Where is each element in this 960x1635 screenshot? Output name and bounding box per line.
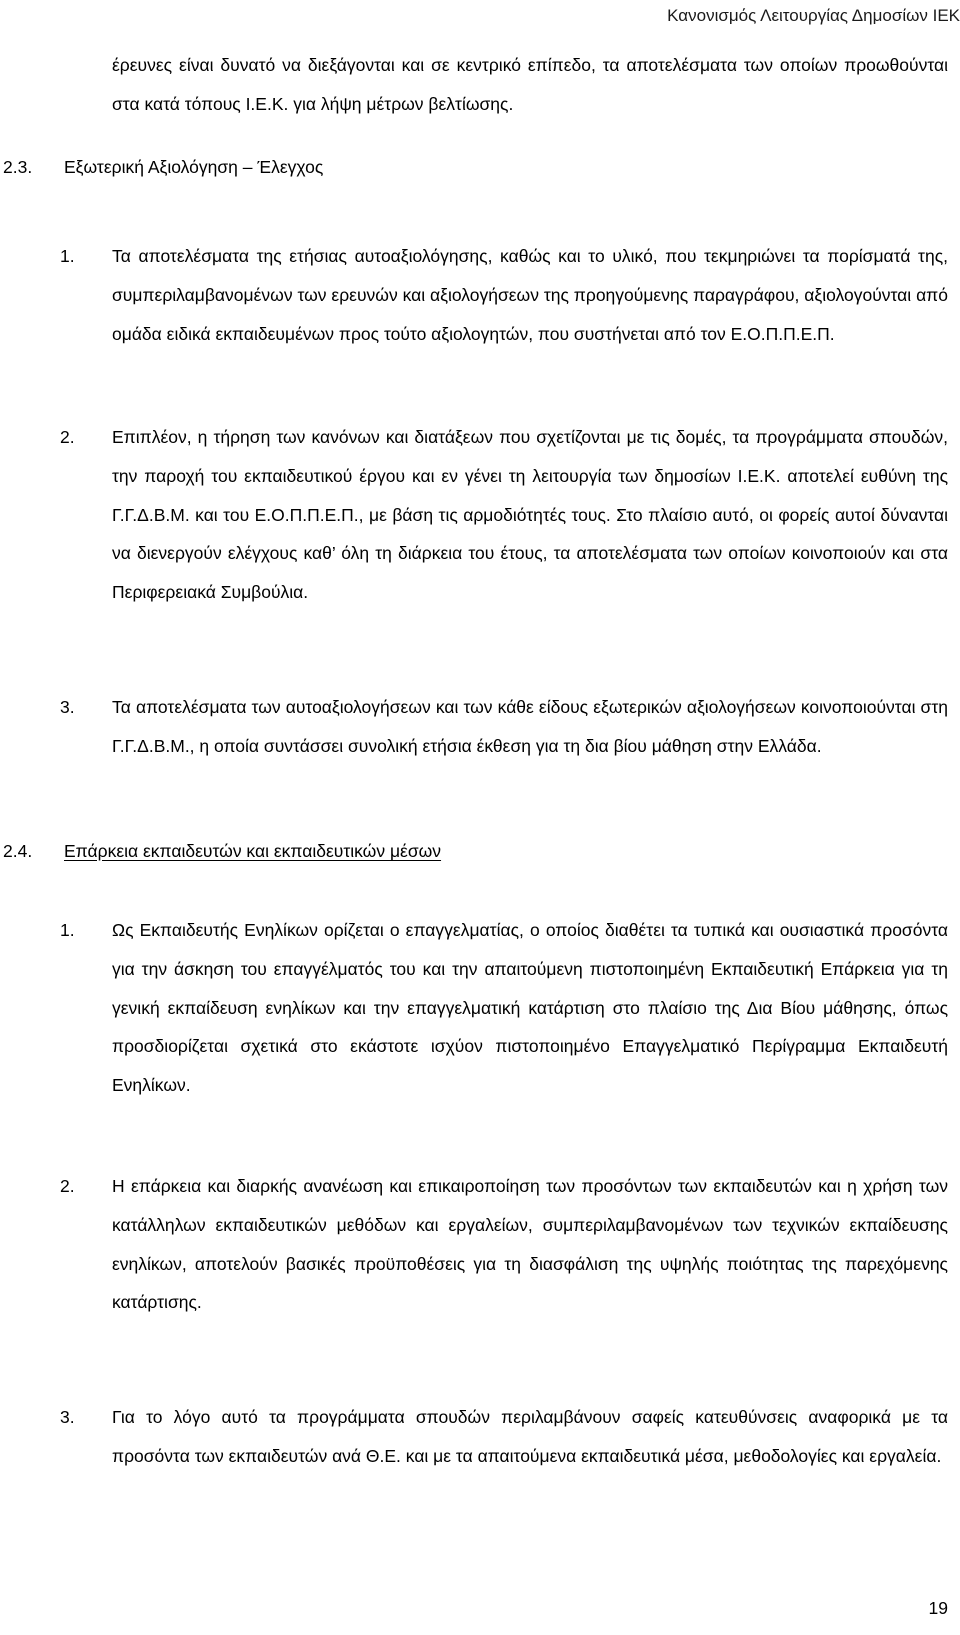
page-number: 19 (928, 1598, 948, 1618)
list-item-text: Τα αποτελέσματα της ετήσιας αυτοαξιολόγησης, καθώς και το υλικό, που τεκμηριώνει τα πορίσματά της, συμπεριλαμβανομένων των ερευνών και αξιολογήσεων της προηγούμενης παραγράφου, αξιολογούνται από ομάδα ειδικά εκπαιδευμένων προς τούτο αξιολογητών, που συστήνεται από τον Ε.Ο.Π.Π.Ε.Π. (112, 246, 948, 344)
running-header: Κανονισμός Λειτουργίας Δημοσίων ΙΕΚ (667, 6, 960, 25)
section-title: Εξωτερική Αξιολόγηση – Έλεγχος (64, 157, 324, 177)
section-number: 2.3. (3, 157, 33, 177)
list-item-text: Τα αποτελέσματα των αυτοαξιολογήσεων και των κάθε είδους εξωτερικών αξιολογήσεων κοινοποιούνται στη Γ.Γ.Δ.Β.Μ., η οποία συντάσσει συνολική ετήσια έκθεση για τη δια βίου μάθηση στην Ελλάδα. (112, 697, 948, 756)
list-item-number: 3. (60, 697, 75, 717)
section-number: 2.4. (3, 841, 33, 861)
list-item-text: Για το λόγο αυτό τα προγράμματα σπουδών περιλαμβάνουν σαφείς κατευθύνσεις αναφορικά με τα προσόντα των εκπαιδευτών ανά Θ.Ε. και με τα απαιτούμενα εκπαιδευτικά μέσα, μεθοδολογίες και εργαλεία. (112, 1407, 948, 1466)
list-item-number: 2. (60, 1176, 75, 1196)
list-item-number: 1. (60, 920, 75, 940)
list-item-number: 1. (60, 246, 75, 266)
list-item-number: 3. (60, 1407, 75, 1427)
list-item-text: Επιπλέον, η τήρηση των κανόνων και διατάξεων που σχετίζονται με τις δομές, τα προγράμματα σπουδών, την παροχή του εκπαιδευτικού έργου και εν γένει τη λειτουργία των δημοσίων Ι.Ε.Κ. αποτελεί ευθύνη της Γ.Γ.Δ.Β.Μ. και του Ε.Ο.Π.Π.Ε.Π., με βάση τις αρμοδιότητές τους. Στο πλαίσιο αυτό, οι φορείς αυτοί δύνανται να διενεργούν ελέγχους καθ’ όλη τη διάρκεια του έτους, τα αποτελέσματα των οποίων κοινοποιούν και στα Περιφερειακά Συμβούλια. (112, 427, 948, 603)
list-item-text: Η επάρκεια και διαρκής ανανέωση και επικαιροποίηση των προσόντων των εκπαιδευτών και η χρήση των κατάλληλων εκπαιδευτικών μεθόδων και εργαλείων, συμπεριλαμβανομένων των τεχνικών εκπαίδευσης ενηλίκων, αποτελούν βασικές προϋποθέσεις για τη διασφάλιση της υψηλής ποιότητας της παρεχόμενης κατάρτισης. (112, 1176, 948, 1313)
list-item-number: 2. (60, 427, 75, 447)
intro-paragraph: έρευνες είναι δυνατό να διεξάγονται και σε κεντρικό επίπεδο, τα αποτελέσματα των οποίων προωθούνται στα κατά τόπους Ι.Ε.Κ. για λήψη μέτρων βελτίωσης. (112, 55, 948, 114)
list-item-text: Ως Εκπαιδευτής Ενηλίκων ορίζεται ο επαγγελματίας, ο οποίος διαθέτει τα τυπικά και ουσιαστικά προσόντα για την άσκηση του επαγγέλματός του και την απαιτούμενη πιστοποιημένη Εκπαιδευτική Επάρκεια για τη γενική εκπαίδευση ενηλίκων και την επαγγελματική κατάρτιση στο πλαίσιο της Δια Βίου μάθησης, όπως προσδιορίζεται σχετικά στο εκάστοτε ισχύον πιστοποιημένο Επαγγελματικό Περίγραμμα Εκπαιδευτή Ενηλίκων. (112, 920, 948, 1096)
section-title: Επάρκεια εκπαιδευτών και εκπαιδευτικών μέσων (64, 841, 442, 861)
